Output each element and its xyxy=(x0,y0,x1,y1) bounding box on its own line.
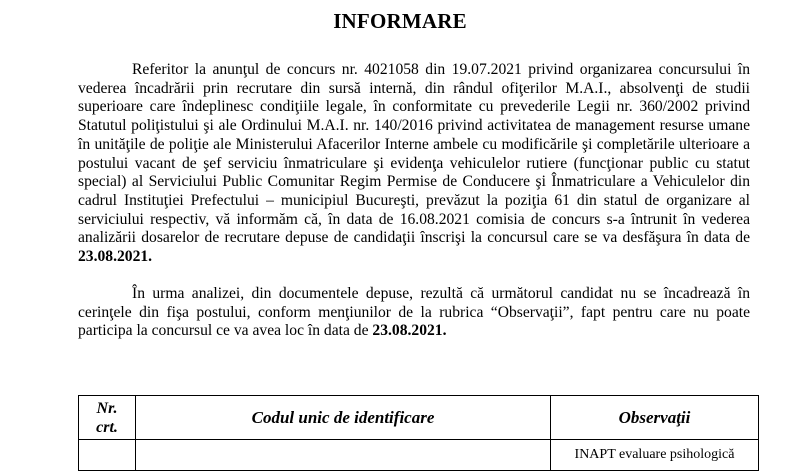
contest-date-repeat: 23.08.2021. xyxy=(372,322,447,340)
header-code: Codul unic de identificare xyxy=(136,396,551,440)
cell-code xyxy=(136,440,551,471)
table-header-row xyxy=(79,396,759,440)
document-title: INFORMARE xyxy=(333,9,467,33)
contest-date: 23.08.2021. xyxy=(78,248,153,266)
header-observations: Observaţii xyxy=(551,396,759,440)
candidates-table xyxy=(78,395,759,471)
cell-nr xyxy=(79,440,136,471)
paragraph-analysis-text: În urma analizei, din documentele depuse, rezultă că următorul candidat nu se încadrează în cerinţele din fişa postului, conform menţiunilor de la rubrica “Observaţii”, fapt pentru care nu poate participa la concursul ce va avea loc în data de xyxy=(78,285,750,340)
paragraph-announcement xyxy=(78,61,750,267)
header-crt-label: crt. xyxy=(96,418,118,436)
paragraph-announcement-text: Referitor la anunţul de concurs nr. 4021058 din 19.07.2021 privind organizarea concursului în vederea încadrării prin recrutare din sursă internă, din rândul ofiţerilor M.A.I., absolvenţi de studii superioare care îndeplinesc condiţiile legale, în conformitate cu prevederile Legii nr. 360/2002 privind Statutul poliţistului şi ale Ordinului M.A.I. nr. 140/2016 privind activitatea de management resurse umane în unităţile de poliţie ale Ministerului Afacerilor Interne ambele cu modificările şi completările ulterioare a postului vacant de şef serviciu înmatriculare şi evidenţa vehiculelor rutiere (funcţionar public cu statut special) al Serviciului Public Comunitar Regim Permise de Conducere şi Înmatriculare a Vehiculelor din cadrul Instituţiei Prefectului – municipiul Bucureşti, prevăzut la poziţia 61 din statul de organizare al serviciului respectiv, vă informăm că, în data de 16.08.2021 comisia de concurs s-a întrunit în vederea analizării dosarelor de recrutare depuse de candidaţii înscrişi la concursul care se va desfăşura în data de xyxy=(78,61,750,247)
header-nr-label: Nr. xyxy=(96,399,118,417)
cell-observations: INAPT evaluare psihologică xyxy=(551,440,759,471)
paragraph-analysis xyxy=(78,285,750,341)
table-row xyxy=(79,440,759,471)
header-nr-crt xyxy=(79,396,136,440)
